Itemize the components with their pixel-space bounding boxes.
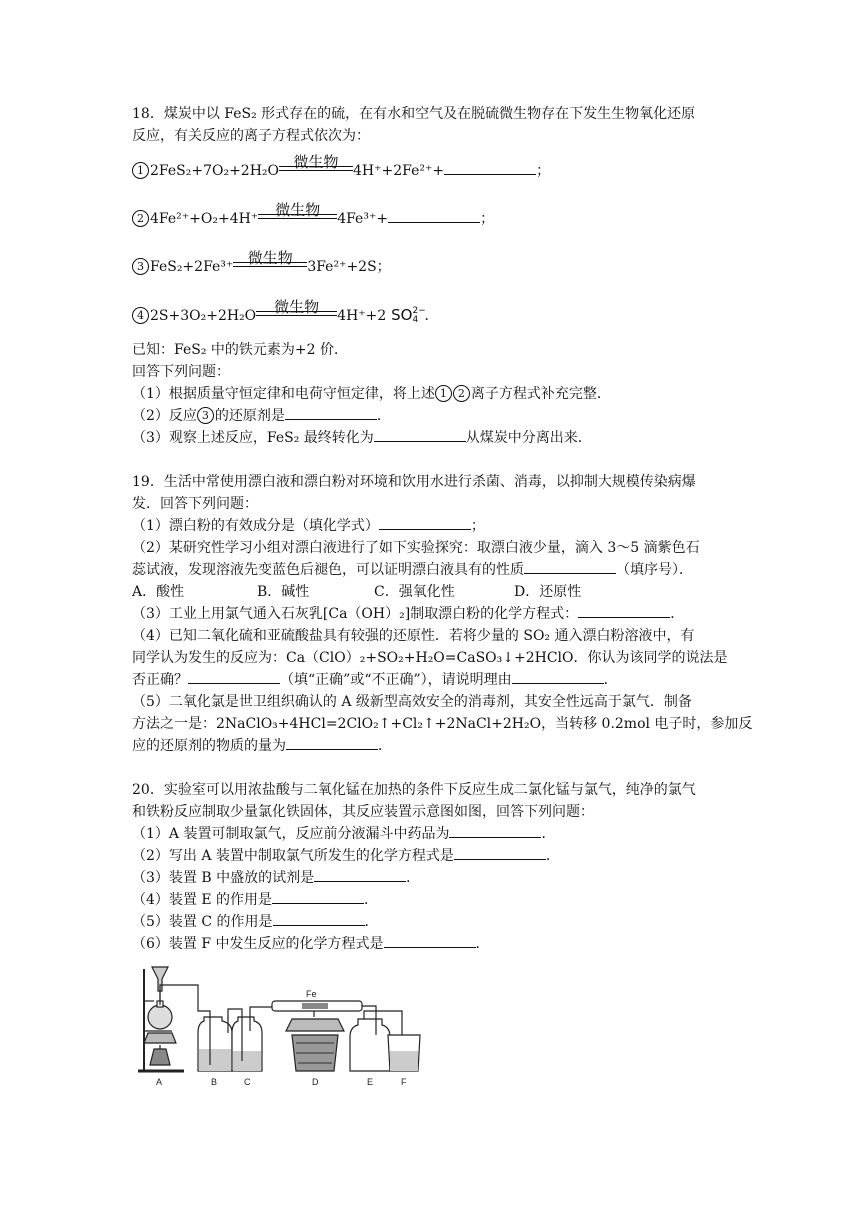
- punct: ．: [670, 606, 685, 622]
- q20-intro-line2: 和铁粉反应制取少量氯化铁固体，其反应装置示意图如图，回答下列问题：: [132, 804, 594, 820]
- apparatus-d: [272, 989, 362, 1071]
- q19-part-4-line1: （4）已知二氧化硫和亚硫酸盐具有较强的还原性．若将少量的 SO₂ 通入漂白粉溶液中，有: [132, 628, 695, 644]
- circled-number: 4: [132, 307, 149, 324]
- text: （2）反应: [132, 408, 197, 424]
- eq-right: 4Fe³⁺+: [337, 211, 389, 227]
- text: 从煤炭中分离出来．: [465, 430, 592, 446]
- text: 蕊试液，发现溶液先变蓝色后褪色，可以证明漂白液具有的性质: [132, 562, 524, 578]
- q18-part-3: [132, 427, 732, 449]
- answer-blank[interactable]: [272, 890, 364, 904]
- eq-left: 2S+3O₂+2H₂O: [150, 308, 257, 324]
- punct: ．: [364, 914, 379, 930]
- text: （4）装置 E 的作用是: [132, 892, 273, 908]
- sulfate-charge: 2−: [412, 306, 426, 316]
- q19-part-5-line3: [132, 735, 732, 757]
- punct: ．: [545, 848, 560, 864]
- reaction-condition: [256, 298, 337, 327]
- text: （填“正确”或“不正确”），请说明理由: [280, 672, 512, 688]
- answer-blank[interactable]: [384, 934, 476, 948]
- answer-blank[interactable]: [454, 846, 546, 860]
- punct: ．: [541, 826, 556, 842]
- label-c: C: [244, 1077, 251, 1087]
- punct: ．: [364, 892, 379, 908]
- eq-left: 4Fe²⁺+O₂+4H⁺: [150, 211, 259, 227]
- label-d: D: [312, 1077, 319, 1087]
- option-c: C．强氧化性: [374, 584, 455, 600]
- answer-blank[interactable]: [512, 670, 604, 684]
- punct: ．: [475, 936, 490, 952]
- eq-left: FeS₂+2Fe³⁺: [150, 259, 234, 275]
- punct: ．: [424, 308, 439, 324]
- text: （1）漂白粉的有效成分是（填化学式）: [132, 518, 379, 534]
- q19-intro-line2: 发．回答下列问题：: [132, 496, 258, 512]
- punct: ；: [470, 518, 485, 534]
- q18-intro-line1: 18．煤炭中以 FeS₂ 形式存在的硫，在有水和空气及在脱硫微生物存在下发生生物氧化还原: [132, 106, 696, 122]
- apparatus-labels: [156, 1077, 407, 1087]
- fe-label: Fe: [306, 989, 317, 999]
- q19-intro-line1: 19．生活中常使用漂白液和漂白粉对环境和饮用水进行杀菌、消毒，以抑制大规模传染病爆: [132, 474, 696, 490]
- text: （填序号）．: [616, 562, 693, 578]
- q18-equation-2: [132, 195, 732, 243]
- option-d: D．还原性: [514, 584, 582, 600]
- circled-number: 3: [197, 407, 214, 424]
- sulfate-base: SO: [391, 306, 413, 324]
- punct: ．: [603, 672, 618, 688]
- apparatus-a: [138, 967, 184, 1071]
- sulfate-scripts: [412, 307, 424, 325]
- spacer: [132, 449, 732, 471]
- answer-blank[interactable]: [388, 209, 480, 223]
- eq-left: 2FeS₂+7O₂+2H₂O: [150, 163, 280, 179]
- apparatus-c: [232, 1017, 262, 1071]
- q19-part-2-line2: [132, 559, 732, 581]
- q20-part-6: [132, 933, 732, 955]
- answer-blank[interactable]: [524, 560, 616, 574]
- q19-part-3: [132, 603, 732, 625]
- q19-part-5-line2: 方法之一是：2NaClO₃+4HCl=2ClO₂↑+Cl₂↑+2NaCl+2H₂O，当转移 0.2mol 电子时，参加反: [132, 716, 753, 732]
- answer-blank[interactable]: [444, 161, 536, 175]
- eq-right: 4H⁺+2: [337, 308, 387, 324]
- label-f: F: [401, 1077, 407, 1087]
- label-b: B: [211, 1077, 218, 1087]
- answer-blank[interactable]: [314, 868, 406, 882]
- punct: ．: [406, 870, 421, 886]
- q19-part-5-line1: （5）二氧化氯是世卫组织确认的 A 级新型高效安全的消毒剂，其安全性远高于氯气．制备: [132, 694, 692, 710]
- text: （6）装置 F 中发生反应的化学方程式是: [132, 936, 384, 952]
- circled-number: 2: [132, 210, 149, 227]
- option-a: A．酸性: [132, 584, 185, 600]
- apparatus-figure: [132, 961, 732, 1093]
- condition-label: 微生物: [293, 153, 339, 171]
- answer-blank[interactable]: [374, 428, 466, 442]
- reaction-condition: [279, 153, 353, 182]
- punct: ；: [536, 163, 551, 179]
- text: （3）工业上用氯气通入石灰乳[Ca（OH）₂]制取漂白粉的化学方程式：: [132, 606, 579, 622]
- q18-part-1: [132, 383, 732, 405]
- apparatus-b: [198, 1017, 232, 1071]
- condition-label: 微生物: [247, 249, 293, 267]
- punct: ；: [480, 211, 495, 227]
- q20-part-1: [132, 823, 732, 845]
- q18-intro-line2: 反应，有关反应的离子方程式依次为：: [132, 128, 370, 144]
- q20-part-3: [132, 867, 732, 889]
- page-content: [132, 103, 753, 1093]
- q19-part-1: [132, 515, 732, 537]
- text: （5）装置 C 的作用是: [132, 914, 273, 930]
- q19-part-2-line1: （2）某研究性学习小组对漂白液进行了如下实验探究：取漂白液少量，滴入 3～5 滴紫色石: [132, 540, 700, 556]
- text: 否正确？: [132, 672, 188, 688]
- circled-number: 1: [435, 385, 452, 402]
- apparatus-f: [388, 1035, 420, 1071]
- apparatus-diagram: [132, 961, 432, 1089]
- q20-part-5: [132, 911, 732, 933]
- q18-equation-3: [132, 243, 732, 291]
- answer-blank[interactable]: [578, 604, 670, 618]
- reaction-condition: [258, 201, 337, 230]
- sulfate-ion: [386, 306, 424, 324]
- condition-label: 微生物: [274, 298, 320, 316]
- circled-number: 1: [132, 162, 149, 179]
- text: （1）A 装置可制取氯气，反应前分液漏斗中药品为: [132, 826, 450, 842]
- sulfate-subscript: 4: [412, 315, 419, 325]
- text: 离子方程式补充完整．: [470, 386, 611, 402]
- text: （3）观察上述反应，FeS₂ 最终转化为: [132, 430, 374, 446]
- text: 应的还原剂的物质的量为: [132, 738, 286, 754]
- q19-part-4-line2: 同学认为发生的反应为：Ca（ClO）₂+SO₂+H₂O=CaSO₃↓+2HClO．你认为该同学的说法是: [132, 650, 728, 666]
- answer-blank[interactable]: [286, 736, 378, 750]
- spacer: [132, 757, 732, 779]
- circled-number: 2: [453, 385, 470, 402]
- label-a: A: [156, 1077, 163, 1087]
- text: 的还原剂是: [214, 408, 285, 424]
- q18-equation-4: [132, 291, 732, 339]
- circled-number: 3: [132, 258, 149, 275]
- answer-blank[interactable]: [449, 824, 541, 838]
- punct: ．: [376, 408, 391, 424]
- q20-intro-line1: 20．实验室可以用浓盐酸与二氧化锰在加热的条件下反应生成二氯化锰与氯气，纯净的氯气: [132, 782, 696, 798]
- reaction-condition: [233, 249, 307, 278]
- q18-answer-prompt: 回答下列问题：: [132, 364, 230, 380]
- q18-known: 已知：FeS₂ 中的铁元素为+2 价．: [132, 342, 348, 358]
- text: （3）装置 B 中盛放的试剂是: [132, 870, 315, 886]
- answer-blank[interactable]: [285, 406, 377, 420]
- answer-blank[interactable]: [273, 912, 365, 926]
- punct: ．: [378, 738, 392, 754]
- text: （2）写出 A 装置中制取氯气所发生的化学方程式是: [132, 848, 454, 864]
- q18-part-2: [132, 405, 732, 427]
- q20-part-2: [132, 845, 732, 867]
- q19-part-4-line3: [132, 669, 732, 691]
- eq-right: 4H⁺+2Fe²⁺+: [353, 163, 445, 179]
- q19-options: [132, 581, 732, 603]
- q18-equation-1: [132, 147, 732, 195]
- answer-blank[interactable]: [188, 670, 280, 684]
- condition-label: 微生物: [275, 201, 321, 219]
- answer-blank[interactable]: [379, 516, 471, 530]
- eq-right: 3Fe²⁺+2S；: [307, 259, 391, 275]
- text: （1）根据质量守恒定律和电荷守恒定律，将上述: [132, 386, 435, 402]
- label-e: E: [367, 1077, 374, 1087]
- q20-part-4: [132, 889, 732, 911]
- option-b: B．碱性: [257, 584, 310, 600]
